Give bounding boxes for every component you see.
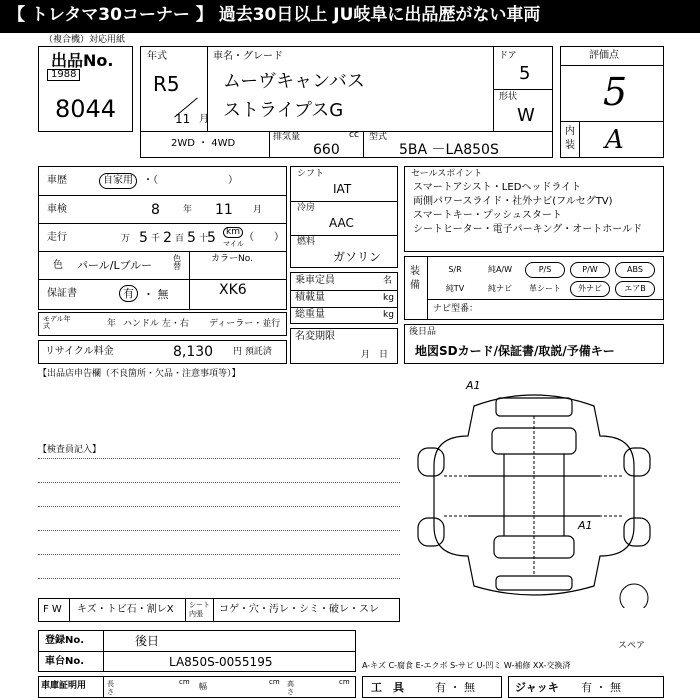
- shift-label: シフト: [297, 169, 325, 179]
- mileage-unit-1: 万: [121, 234, 131, 244]
- lot-label: 出品No.: [51, 51, 114, 70]
- warranty-label: 保証書: [47, 288, 77, 299]
- door-label: ドア: [499, 51, 517, 61]
- title-text: 【 トレタマ30コーナー 】 過去30日以上 JU岐阜に出品歴がない車両: [8, 5, 541, 25]
- model-label: 型式: [369, 132, 388, 142]
- sales-point-line: シートヒーター・電子パーキング・オートホールド: [413, 224, 643, 235]
- recycle-value: 8,130: [173, 344, 214, 360]
- equipment-item: 純A/W: [487, 265, 513, 274]
- capacity-unit: 名: [383, 276, 393, 286]
- colorno-label: カラーNo.: [211, 254, 253, 264]
- disp-unit: cc: [349, 130, 359, 140]
- history-label: 車歴: [47, 175, 67, 186]
- name-label: 車名・グレード: [213, 51, 283, 62]
- registration-box: [38, 630, 356, 672]
- equipment-item: P/W: [570, 262, 610, 278]
- aftersale-box: [404, 324, 664, 364]
- shape-label: 形状: [499, 92, 518, 102]
- mileage-digit-1: 5: [139, 230, 148, 246]
- sales-point-line: スマートキー・プッシュスタート: [413, 210, 562, 221]
- shift-value: IAT: [333, 182, 352, 196]
- color-value: パール/Lブルー: [77, 259, 153, 272]
- mileage-unit-4: 十: [199, 234, 209, 244]
- mileage-paren: （ ）: [244, 232, 284, 243]
- damage-legend: A-キズ C-腐食 E-エクボ S-サビ U-凹ミ W-補修 XX-交換済: [362, 661, 571, 670]
- sales-points-box: [404, 166, 664, 252]
- damage-mark-side: A1: [578, 519, 593, 532]
- length-label: 長さ: [107, 680, 114, 696]
- equipment-item: エアB: [615, 281, 655, 297]
- equipment-item: 革シート: [529, 284, 561, 293]
- load-unit: kg: [383, 293, 394, 303]
- chassis-value: LA850S-0055195: [169, 655, 273, 669]
- inspection-year-unit: 年: [183, 205, 193, 215]
- name-change-box: [290, 328, 398, 364]
- mile-label: マイル: [223, 240, 244, 248]
- chassis-label: 車台No.: [45, 656, 85, 667]
- width-label: 幅: [199, 682, 207, 691]
- garage-size-row: [38, 676, 356, 698]
- ac-label: 冷房: [297, 203, 316, 213]
- color-label: 色: [53, 260, 63, 271]
- model-year-unit: 年: [107, 319, 117, 329]
- fw-text: キズ・トビ石・割レX: [77, 604, 174, 615]
- length-unit: cm: [179, 678, 190, 686]
- height-unit: cm: [339, 678, 350, 686]
- total-label: 総重量: [295, 309, 325, 320]
- sales-point-line: 両側パワースライド・社外ナビ(フルセグTV): [413, 196, 613, 207]
- car-diagram: [404, 376, 664, 608]
- mileage-label: 走行: [47, 232, 67, 243]
- navi-model-label: ナビ型番：: [433, 304, 479, 314]
- color-change-label: 色替: [173, 254, 181, 271]
- equipment-item: 純ナビ: [488, 284, 512, 293]
- equipment-item: 純TV: [445, 284, 465, 293]
- height-label: 高さ: [287, 680, 294, 696]
- change-unit: 月 日: [361, 350, 389, 360]
- recycle-row: [38, 340, 287, 364]
- warranty-no: ・ 無: [143, 288, 169, 301]
- drive-type: 2WD ・ 4WD: [171, 138, 236, 149]
- equipment-box: [404, 256, 664, 320]
- spare-label: スペア: [618, 641, 646, 651]
- equipment-label: 装備: [410, 266, 420, 291]
- load-label: 積載量: [295, 292, 325, 303]
- history-value: 自家用: [99, 173, 137, 189]
- model-year-label: モデル年式: [43, 315, 71, 330]
- equipment-item: 外ナビ: [570, 281, 610, 297]
- fw-row: [38, 598, 400, 622]
- lot-number: 8044: [55, 95, 117, 123]
- colorno-value: XK6: [219, 282, 247, 298]
- handle-label: ハンドル 左・右: [123, 319, 189, 329]
- capacity-label: 乗車定員: [295, 275, 335, 286]
- history-box: [38, 166, 287, 310]
- year-month: 11: [175, 112, 191, 126]
- mileage-digit-4: 5: [207, 230, 216, 246]
- fuel-label: 燃料: [297, 237, 316, 247]
- damage-mark-top: A1: [466, 379, 481, 392]
- inspection-month: 11: [215, 202, 233, 218]
- jack-label: ジャッキ: [515, 681, 559, 694]
- warranty-yes: 有: [119, 285, 138, 302]
- shape-value: W: [517, 105, 535, 126]
- width-unit: cm: [269, 678, 280, 686]
- eval-score: 5: [603, 70, 628, 114]
- history-rest: ・（ ）: [143, 175, 238, 186]
- garage-label: 車庫証明用: [41, 681, 87, 691]
- seat-label: シート 内張: [189, 601, 210, 618]
- equipment-item: P/S: [525, 262, 565, 278]
- displacement: 660: [313, 142, 340, 158]
- sales-point-line: スマートアシスト・LEDヘッドライト: [413, 182, 582, 193]
- fuel-value: ガソリン: [333, 250, 382, 264]
- door-count: 5: [519, 63, 531, 84]
- inspection-year: 8: [151, 202, 160, 218]
- title-bar: [0, 0, 700, 33]
- mileage-digit-3: 5: [187, 230, 196, 246]
- mileage-digit-2: 2: [163, 230, 172, 246]
- mileage-unit-3: 百: [175, 234, 185, 244]
- jack-box: [508, 676, 664, 698]
- registration-label: 登録No.: [45, 635, 85, 646]
- aftersale-label: 後日品: [409, 327, 437, 337]
- car-grade: ストライプスG: [223, 100, 344, 121]
- tools-box: [362, 676, 502, 698]
- capacity-box: [290, 272, 398, 324]
- seat-text: コゲ・穴・汚レ・シミ・破レ・スレ: [219, 604, 379, 615]
- fw-label: F W: [43, 604, 62, 615]
- registration-value: 後日: [135, 634, 160, 648]
- eval-label: 評価点: [589, 50, 619, 61]
- model-year-row: [38, 312, 287, 336]
- car-info-box: [140, 46, 553, 158]
- year-month-unit: 月: [199, 114, 209, 125]
- year-era: R5: [153, 72, 180, 96]
- lot-box: [38, 46, 133, 132]
- interior-score: A: [605, 125, 624, 155]
- interior-label-2: 装: [565, 140, 575, 151]
- inspection-label: 車検: [47, 204, 67, 215]
- recycle-label: リサイクル料金: [45, 346, 114, 357]
- inspector-label: 【検査員記入】: [38, 445, 102, 455]
- model-code: 5BA －LA850S: [399, 142, 499, 158]
- total-unit: kg: [383, 310, 394, 320]
- car-name: ムーヴキャンバス: [223, 71, 365, 92]
- recycle-unit: 円 預託済: [233, 347, 272, 357]
- sales-points-label: セールスポイント: [411, 169, 483, 179]
- mileage-unit-2: 千: [151, 234, 161, 244]
- inspection-month-unit: 月: [253, 205, 263, 215]
- declaration-label: 【出品店申告欄（不良箇所・欠品・注意事項等）】: [38, 369, 241, 379]
- year-label: 年式: [147, 51, 167, 62]
- jack-value: 有 ・ 無: [581, 681, 621, 694]
- change-label: 名変期限: [295, 331, 335, 342]
- ac-value: AAC: [329, 216, 354, 230]
- equipment-item: ABS: [615, 262, 655, 278]
- interior-label-1: 内: [565, 126, 575, 137]
- tools-label: 工 具: [371, 681, 404, 694]
- lot-small-number: 1988: [47, 69, 80, 81]
- aftersale-value: 地図SDカード/保証書/取説/予備キー: [415, 344, 615, 358]
- km-label: km: [223, 227, 243, 238]
- equipment-item: S/R: [448, 265, 462, 274]
- specs-box: [290, 166, 398, 268]
- tools-value: 有 ・ 無: [435, 681, 475, 694]
- disp-label: 排気量: [273, 132, 301, 142]
- eval-box: [560, 46, 664, 158]
- dealer-label: ディーラー・並行: [209, 319, 281, 329]
- subnote: （複合機）対応用紙: [44, 35, 126, 45]
